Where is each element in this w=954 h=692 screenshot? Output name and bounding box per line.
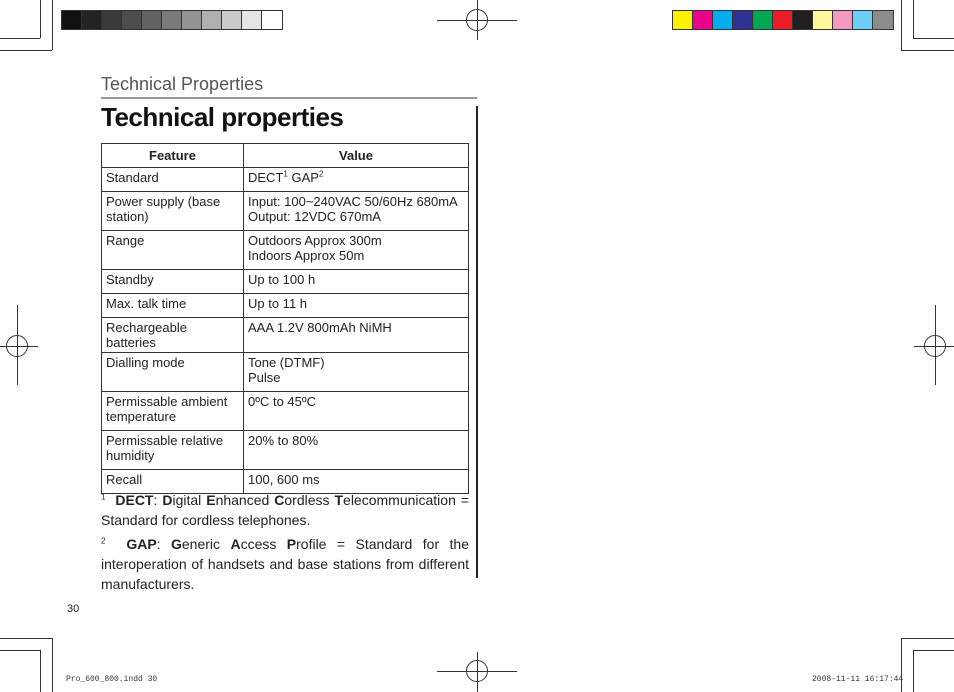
color-swatch [242, 11, 262, 29]
value-cell: AAA 1.2V 800mAh NiMH [244, 318, 469, 353]
column-rule [476, 106, 478, 578]
color-swatch [873, 11, 893, 29]
crop-mark [40, 0, 41, 38]
section-header: Technical Properties [101, 74, 264, 94]
value-cell: Up to 100 h [244, 270, 469, 294]
crop-mark [913, 650, 914, 692]
color-swatch [753, 11, 773, 29]
table-row [102, 192, 469, 231]
table-row [102, 318, 469, 353]
color-swatch [202, 11, 222, 29]
crop-mark [0, 38, 40, 39]
color-swatch [853, 11, 873, 29]
color-swatch [733, 11, 753, 29]
color-swatch [833, 11, 853, 29]
table-row [102, 392, 469, 431]
crop-mark [901, 50, 954, 51]
technical-properties-table [101, 143, 469, 494]
crop-mark [40, 650, 41, 692]
header-rule [101, 97, 477, 99]
table-row [102, 168, 469, 192]
color-swatch [673, 11, 693, 29]
feature-cell: Standard [102, 168, 244, 192]
crop-mark [52, 638, 53, 692]
feature-cell: Permissable ambient temperature [102, 392, 244, 431]
feature-cell: Dialling mode [102, 353, 244, 392]
process-color-bar [672, 10, 894, 30]
color-swatch [102, 11, 122, 29]
feature-cell: Power supply (base station) [102, 192, 244, 231]
crop-mark [913, 650, 954, 651]
value-cell: 20% to 80% [244, 431, 469, 470]
crop-mark [0, 638, 52, 639]
value-cell: Tone (DTMF) Pulse [244, 353, 469, 392]
crop-mark [0, 50, 52, 51]
feature-cell: Standby [102, 270, 244, 294]
table-row [102, 353, 469, 392]
value-cell: Input: 100~240VAC 50/60Hz 680mA Output: 12VDC 670mA [244, 192, 469, 231]
page-number: 30 [67, 603, 80, 615]
feature-cell: Permissable relative humidity [102, 431, 244, 470]
slug-filename: Pro_600_800.indd 30 [66, 675, 158, 684]
color-swatch [142, 11, 162, 29]
feature-cell: Max. talk time [102, 294, 244, 318]
crop-mark [0, 650, 40, 651]
value-cell: Outdoors Approx 300m Indoors Approx 50m [244, 231, 469, 270]
color-swatch [182, 11, 202, 29]
color-swatch [262, 11, 282, 29]
color-swatch [122, 11, 142, 29]
column-header-value: Value [244, 144, 469, 168]
color-swatch [82, 11, 102, 29]
color-swatch [693, 11, 713, 29]
table-row [102, 270, 469, 294]
crop-mark [52, 0, 53, 50]
feature-cell: Rechargeable batteries [102, 318, 244, 353]
footnote-gap: $^2$ GAP: Generic Access Profile = Standard for the interoperation of handsets and base stations from different manufacturers. [101, 536, 469, 592]
slug-timestamp: 2008-11-11 16:17:44 [812, 675, 904, 684]
column-header-feature: Feature [102, 144, 244, 168]
table-header-row [102, 144, 469, 168]
value-cell: 100, 600 ms [244, 470, 469, 494]
crop-mark [913, 38, 954, 39]
crop-mark [901, 638, 954, 639]
feature-cell: Range [102, 231, 244, 270]
table-row [102, 231, 469, 270]
color-swatch [793, 11, 813, 29]
color-swatch [162, 11, 182, 29]
feature-cell: Recall [102, 470, 244, 494]
page-title: Technical properties [101, 102, 344, 132]
crop-mark [901, 0, 902, 50]
footnote-dect: $^1$ DECT: Digital Enhanced Cordless Telecommunication = Standard for cordless telephones. [101, 492, 470, 528]
color-swatch [62, 11, 82, 29]
color-swatch [713, 11, 733, 29]
value-cell: Up to 11 h [244, 294, 469, 318]
color-swatch [773, 11, 793, 29]
table-row [102, 431, 469, 470]
value-cell: DECT$^1$ GAP$^2$ [244, 168, 469, 192]
value-cell: 0ºC to 45ºC [244, 392, 469, 431]
grayscale-color-bar [61, 10, 283, 30]
table-row [102, 294, 469, 318]
color-swatch [813, 11, 833, 29]
crop-mark [913, 0, 914, 38]
color-swatch [222, 11, 242, 29]
